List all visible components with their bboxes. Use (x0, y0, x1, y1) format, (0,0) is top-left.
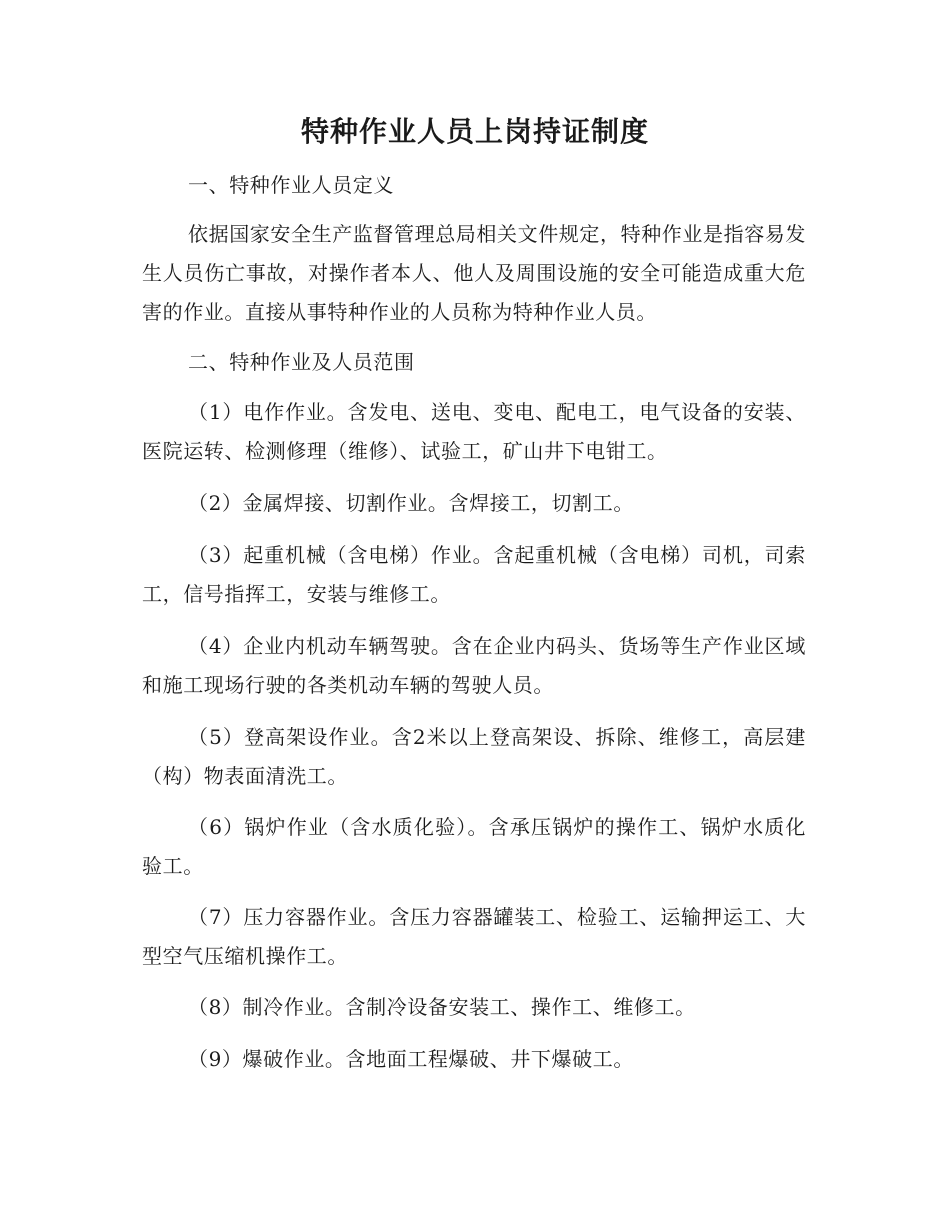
list-item-vehicle: （4）企业内机动车辆驾驶。含在企业内码头、货场等生产作业区域和施工现场行驶的各类机动车辆的驾驶人员。 (142, 634, 806, 697)
document-title: 特种作业人员上岗持证制度 (300, 115, 649, 148)
list-item-pressure-vessel: （7）压力容器作业。含压力容器罐装工、检验工、运输押运工、大型空气压缩机操作工。 (142, 905, 806, 968)
list-item-lifting: （3）起重机械（含电梯）作业。含起重机械（含电梯）司机，司索工，信号指挥工，安装与维修工。 (142, 543, 806, 606)
section-heading-scope: 二、特种作业及人员范围 (188, 350, 415, 374)
list-item-electrical: （1）电作作业。含发电、送电、变电、配电工，电气设备的安装、医院运转、检测修理（维修）、试验工，矿山井下电钳工。 (142, 400, 806, 463)
list-item-blasting: （9）爆破作业。含地面工程爆破、井下爆破工。 (188, 1047, 634, 1071)
list-item-refrigeration: （8）制冷作业。含制冷设备安装工、操作工、维修工。 (188, 995, 696, 1019)
list-item-boiler: （6）锅炉作业（含水质化验）。含承压锅炉的操作工、锅炉水质化验工。 (142, 815, 806, 878)
list-item-height-work: （5）登高架设作业。含2米以上登高架设、拆除、维修工，高层建（构）物表面清洗工。 (142, 725, 806, 788)
paragraph-definition: 依据国家安全生产监督管理总局相关文件规定，特种作业是指容易发生人员伤亡事故，对操作者本人、他人及周围设施的安全可能造成重大危害的作业。直接从事特种作业的人员称为特种作业人员。 (142, 222, 806, 324)
section-heading-definition: 一、特种作业人员定义 (188, 173, 394, 197)
list-item-welding: （2）金属焊接、切割作业。含焊接工，切割工。 (188, 491, 634, 515)
